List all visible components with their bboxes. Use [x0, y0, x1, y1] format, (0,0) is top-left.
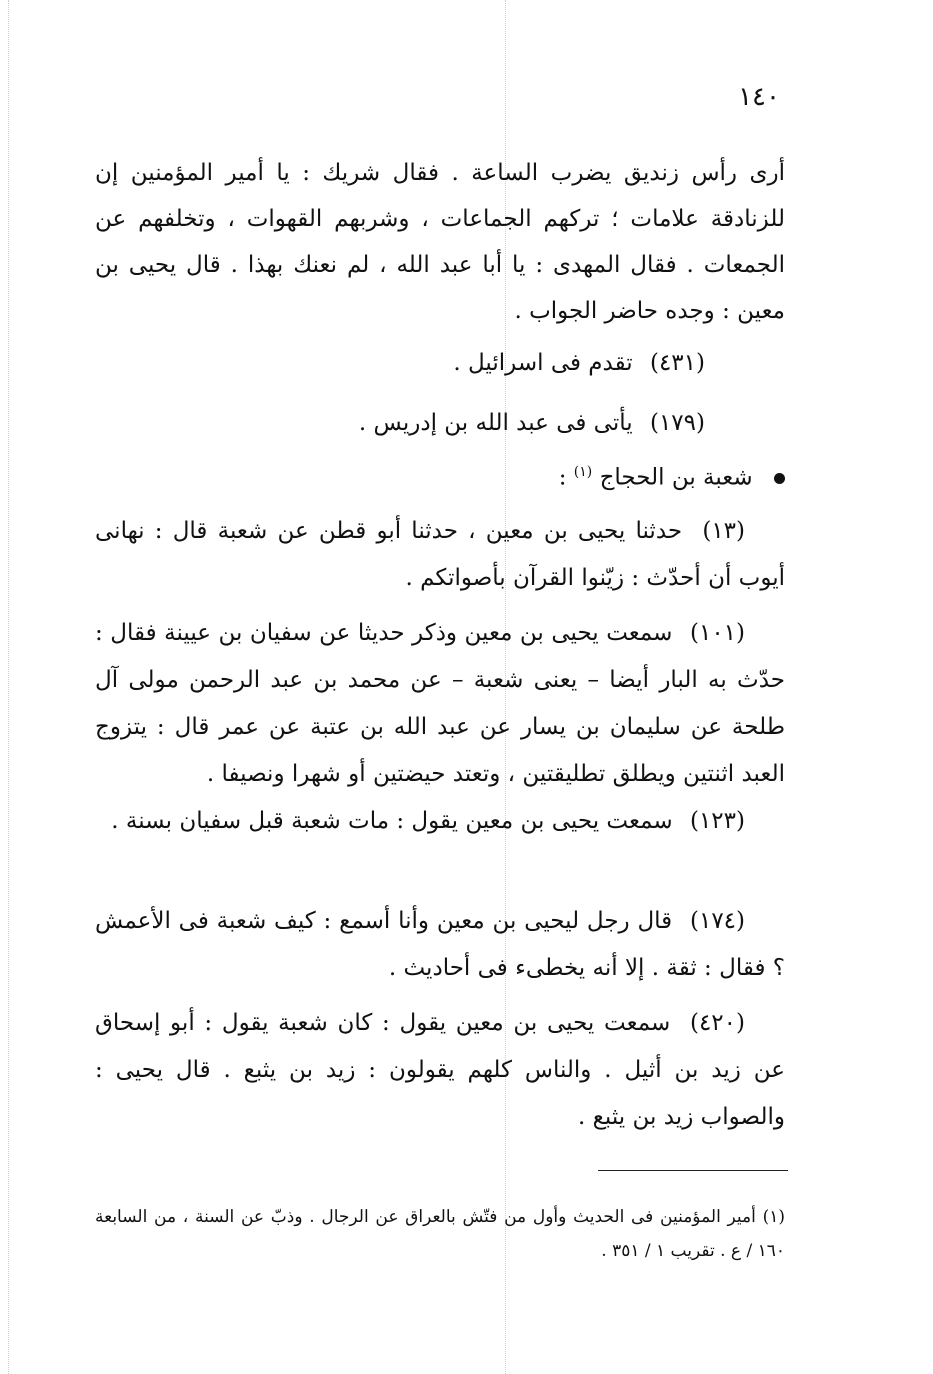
- footnote-reference: (١): [573, 464, 593, 480]
- narration-entry: [95, 508, 785, 602]
- narration-number: (١٢٣): [689, 808, 745, 834]
- narration-text: قال رجل ليحيى بن معين وأنا أسمع : كيف شعبة فى الأعمش ؟ فقال : ثقة . إلا أنه يخطىء فى أحاديث .: [95, 908, 785, 981]
- footnote-number: (١): [762, 1207, 786, 1227]
- narration-text: سمعت يحيى بن معين يقول : كان شعبة يقول : أبو إسحاق عن زيد بن أثيل . والناس كلهم يقولون : زيد بن يثبع . قال يحيى : والصواب زيد بن يثبع .: [95, 1010, 785, 1130]
- cross-reference-entry: [95, 400, 785, 447]
- heading-text: شعبة بن الحجاج: [599, 464, 753, 491]
- narration-number: (١٠١): [689, 620, 746, 646]
- section-heading: [95, 452, 785, 498]
- heading-suffix: :: [558, 464, 567, 491]
- narration-text: سمعت يحيى بن معين يقول : مات شعبة قبل سفيان بسنة .: [111, 808, 673, 834]
- bullet-icon: [774, 473, 785, 484]
- narration-number: (١٧٤): [689, 908, 746, 934]
- intro-paragraph: أرى رأس زنديق يضرب الساعة . فقال شريك : يا أمير المؤمنين إن للزنادقة علامات ؛ تركهم الجماعات ، وشربهم القهوات ، وتخلفهم عن الجمعات . فقال المهدى : يا أبا عبد الله ، لم نعنك بهذا . قال يحيى بن معين : وجده حاضر الجواب .: [95, 160, 785, 324]
- narration-entry: [95, 1000, 785, 1141]
- entry-number: (١٧٩): [649, 410, 705, 436]
- cross-reference-entry: [95, 340, 785, 387]
- narration-entry: [95, 898, 785, 992]
- scan-artifact-line: [8, 0, 9, 1374]
- entry-text: يأتى فى عبد الله بن إدريس .: [358, 410, 633, 436]
- footnote: [95, 1200, 785, 1268]
- narration-number: (٤٢٠): [689, 1010, 745, 1036]
- narration-text: سمعت يحيى بن معين وذكر حديثا عن سفيان بن عيينة فقال : حدّث به البار أيضا – يعنى شعبة – عن محمد بن عبد الرحمن مولى آل طلحة عن سليمان بن يسار عن عبد الله بن عتبة عن عمر قال : يتزوج العبد اثنتين ويطلق تطليقتين ، وتعتد حيضتين أو شهرا ونصيفا .: [95, 620, 785, 787]
- narration-entry: [95, 610, 785, 798]
- entry-text: تقدم فى اسرائيل .: [453, 350, 633, 376]
- footnote-text: أمير المؤمنين فى الحديث وأول من فتّش بالعراق عن الرجال . وذبّ عن السنة ، من السابعة ١٦٠ / ع . تقريب ١ / ٣٥١ .: [95, 1207, 785, 1261]
- narration-text: حدثنا يحيى بن معين ، حدثنا أبو قطن عن شعبة قال : نهانى أيوب أن أحدّث : زيّنوا القرآن بأصواتكم .: [95, 518, 785, 591]
- narration-entry: [95, 798, 785, 845]
- entry-number: (٤٣١): [649, 350, 705, 376]
- narration-number: (١٣): [702, 518, 746, 544]
- page-number: ١٤٠: [738, 82, 780, 112]
- footnote-divider: [598, 1170, 788, 1171]
